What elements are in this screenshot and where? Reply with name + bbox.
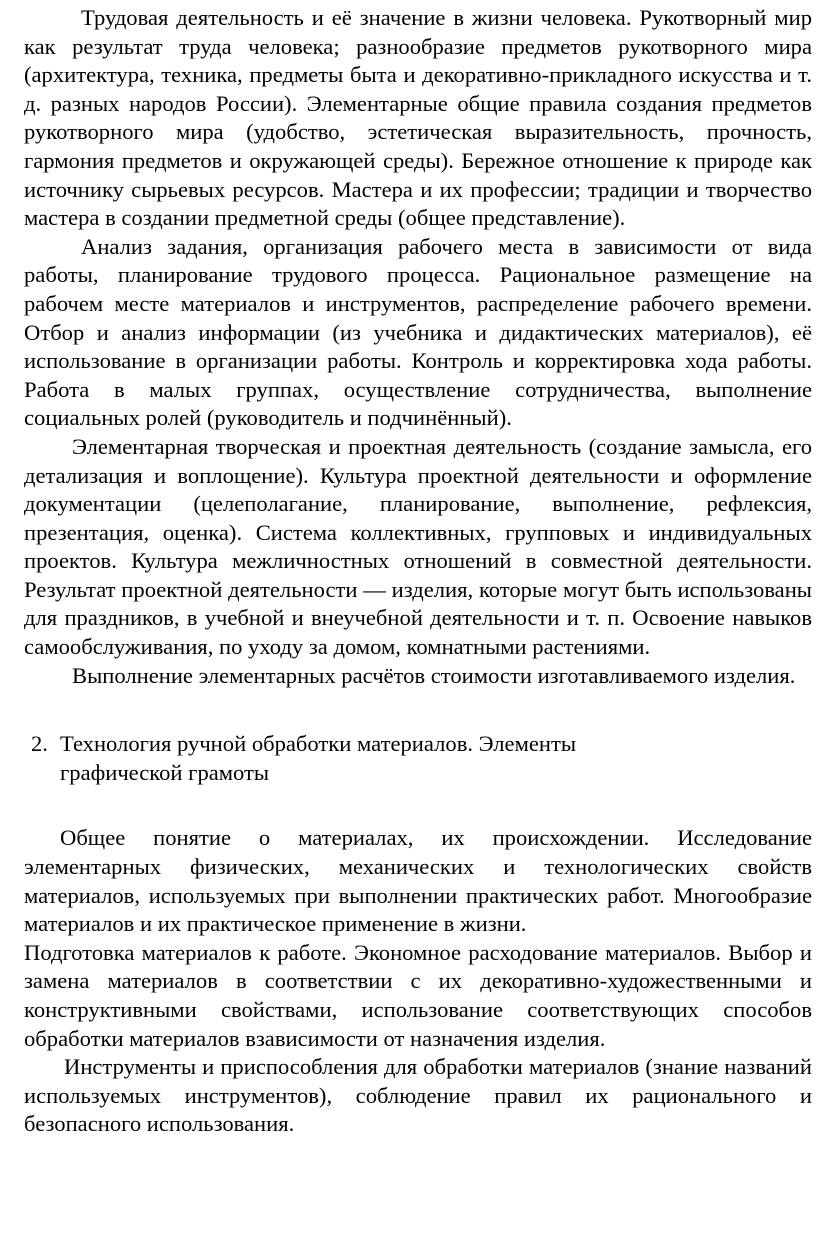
section-title-line-2: графической грамоты [60, 759, 270, 785]
section-spacer [24, 787, 812, 824]
section-heading [24, 730, 812, 787]
paragraph-materials-preparation: Подготовка материалов к работе. Экономное расходование материалов. Выбор и замена материалов в соответствии с их декоративно-художественными и конструктивными свойствами, использование соответствующих способов обработки материалов взависимости от назначения изделия. [24, 939, 812, 1051]
paragraph-materials-concept: Общее понятие о материалах, их происхождении. Исследование элементарных физических, механических и технологических свойств материалов, используемых при выполнении практических работ. Многообразие материалов и их практическое применение в жизни. [24, 825, 812, 937]
paragraph-calculations: Выполнение элементарных расчётов стоимости изготавливаемого изделия. [72, 662, 796, 688]
section-number: 2. [31, 731, 48, 757]
paragraph-task-analysis: Анализ задания, организация рабочего места в зависимости от вида работы, планирование трудового процесса. Рациональное размещение на рабочем месте материалов и инструментов, распределение рабочего времени. Отбор и анализ информации (из учебника и дидактических материалов), её использование в организации работы. Контроль и корректировка хода работы. Работа в малых группах, осуществление сотрудничества, выполнение социальных ролей (руководитель и подчинённый). [24, 233, 812, 431]
paragraph-tools: Инструменты и приспособления для обработки материалов (знание названий используемых инструментов), соблюдение правил их рационального и безопасного использования. [24, 1054, 812, 1137]
section-title-line-1: Технология ручной обработки материалов. Элементы [60, 731, 577, 757]
paragraph-labor-activity: Трудовая деятельность и её значение в жизни человека. Рукотворный мир как результат труда человека; разнообразие предметов рукотворного мира (архитектура, техника, предметы быта и декоративно-прикладного искусства и т. д. разных народов России). Элементарные общие правила создания предметов рукотворного мира (удобство, эстетическая выразительность, прочность, гармония предметов и окружающей среды). Бережное отношение к природе как источнику сырьевых ресурсов. Мастера и их профессии; традиции и творчество мастера в создании предметной среды (общее представление). [24, 5, 812, 231]
paragraph-project-activity: Элементарная творческая и проектная деятельность (создание замысла, его детализация и воплощение). Культура проектной деятельности и оформление документации (целеполагание, планирование, выполнение, рефлексия, презентация, оценка). Система коллективных, групповых и индивидуальных проектов. Культура межличностных отношений в совместной деятельности. Результат проектной деятельности — изделия, которые могут быть использованы для праздников, в учебной и внеучебной деятельности и т. п. Освоение навыков самообслуживания, по уходу за домом, комнатными растениями. [24, 433, 812, 660]
